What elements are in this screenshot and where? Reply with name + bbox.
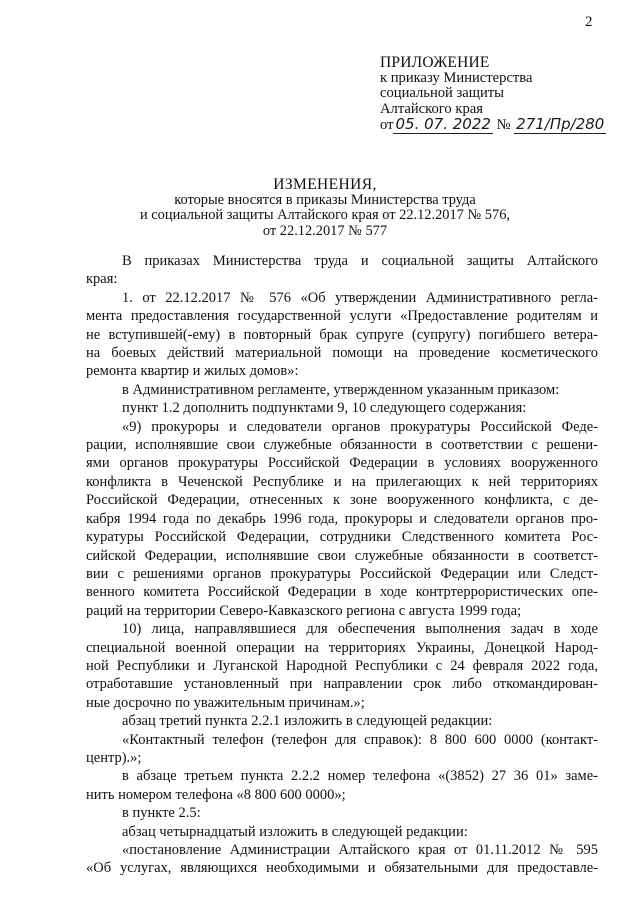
appendix-line-2: социальной защиты [380, 85, 504, 101]
body-line: специальной военной операции на территориях Украины, Донецкой Народ- [86, 639, 598, 656]
body-line: отработавшие установленный при направлении срок либо откомандирован- [86, 676, 598, 693]
appendix-line-3: Алтайского края [380, 100, 483, 117]
body-line: нить номером телефона «8 800 600 0000»; [86, 786, 346, 803]
body-line: кабря 1994 года по декабрь 1996 года, прокуроры и следователи органов про- [86, 510, 598, 527]
title-line-1: которые вносятся в приказы Министерства труда [174, 191, 476, 208]
number-prefix: № [496, 117, 511, 133]
body-line: края: [86, 271, 118, 288]
body-line: абзац четырнадцатый изложить в следующей редакции: [122, 823, 468, 840]
appendix-heading: ПРИЛОЖЕНИЕ [380, 54, 490, 71]
body-line: 10) лица, направлявшиеся для обеспечения выполнения задач в ходе [122, 621, 598, 638]
appendix-date-line [380, 117, 606, 134]
body-line: мента предоставления государственной услуги «Предоставление родителям и [86, 308, 598, 325]
body-line: центр).»; [86, 749, 142, 766]
title-line-2: и социальной защиты Алтайского края от 22.12.2017 № 576, [139, 207, 510, 223]
body-line: на боевых действий материальной помощи на проведение косметического [86, 345, 598, 362]
page-number: 2 [585, 14, 593, 30]
body-line: ями органов прокуратуры Российской Федерации в условиях вооруженного [86, 455, 598, 472]
document-title [110, 177, 540, 239]
body-line: пункт 1.2 дополнить подпунктами 9, 10 следующего содержания: [122, 400, 527, 417]
body-line: абзац третий пункта 2.2.1 изложить в следующей редакции: [122, 713, 493, 730]
body-line: раций на территории Северо-Кавказского региона с августа 1999 года; [86, 602, 522, 619]
handwritten-date: 05. 07. 2022 [395, 115, 491, 133]
body-line: венного комитета Российской Федерации в ходе контртеррористических опе- [86, 584, 598, 601]
body-line: «Об услугах, являющихся необходимыми и обязательными для предоставле- [86, 860, 598, 877]
body-line: ные досрочно по уважительным причинам.»; [86, 694, 365, 711]
body-line: «9) прокуроры и следователи органов прокуратуры Российской Феде- [122, 418, 598, 435]
body-line: в Административном регламенте, утвержденном указанным приказом: [122, 381, 560, 398]
body-line: ремонта квартир и жилых домов»: [86, 363, 299, 380]
body-line: не вступившей(-ему) в повторный брак супруге (супругу) погибшего ветера- [86, 326, 598, 343]
body-line: «постановление Администрации Алтайского края от 01.11.2012 № 595 [122, 842, 598, 858]
body-line: «Контактный телефон (телефон для справок): 8 800 600 0000 (контакт- [122, 731, 598, 748]
title-line-3: от 22.12.2017 № 577 [262, 222, 388, 239]
appendix-block [380, 55, 606, 134]
body-line: 1. от 22.12.2017 № 576 «Об утверждении Административного регла- [122, 289, 598, 306]
title-main: ИЗМЕНЕНИЯ, [273, 176, 377, 193]
body-line: конфликта в Чеченской Республике и на прилегающих к ней территориях [86, 473, 598, 490]
date-prefix: от [380, 117, 394, 133]
document-body [86, 252, 598, 878]
body-line: вии с решениями органов прокуратуры Российской Федерации или Следст- [86, 565, 598, 582]
body-line: в пункте 2.5: [122, 805, 201, 822]
body-line: В приказах Министерства труда и социальной защиты Алтайского [122, 253, 598, 269]
body-line: сийской Федерации, исполнявшие свои служебные обязанности в соответст- [86, 547, 598, 564]
body-line: рации, исполнявшие свои служебные обязанности в соответствии с решени- [86, 437, 598, 454]
body-line: в абзаце третьем пункта 2.2.2 номер телефона «(3852) 27 36 01» заме- [122, 768, 598, 785]
appendix-line-1: к приказу Министерства [380, 69, 533, 86]
body-line: куратуры Российской Федерации, сотрудники Следственного комитета Рос- [86, 529, 598, 546]
body-line: ной Республики и Луганской Народной Республики с 24 февраля 2022 года, [86, 657, 598, 674]
handwritten-number: 271/Пр/280 [516, 115, 605, 133]
body-line: Российской Федерации, отнесенных к зоне вооруженного конфликта, с де- [86, 492, 598, 509]
